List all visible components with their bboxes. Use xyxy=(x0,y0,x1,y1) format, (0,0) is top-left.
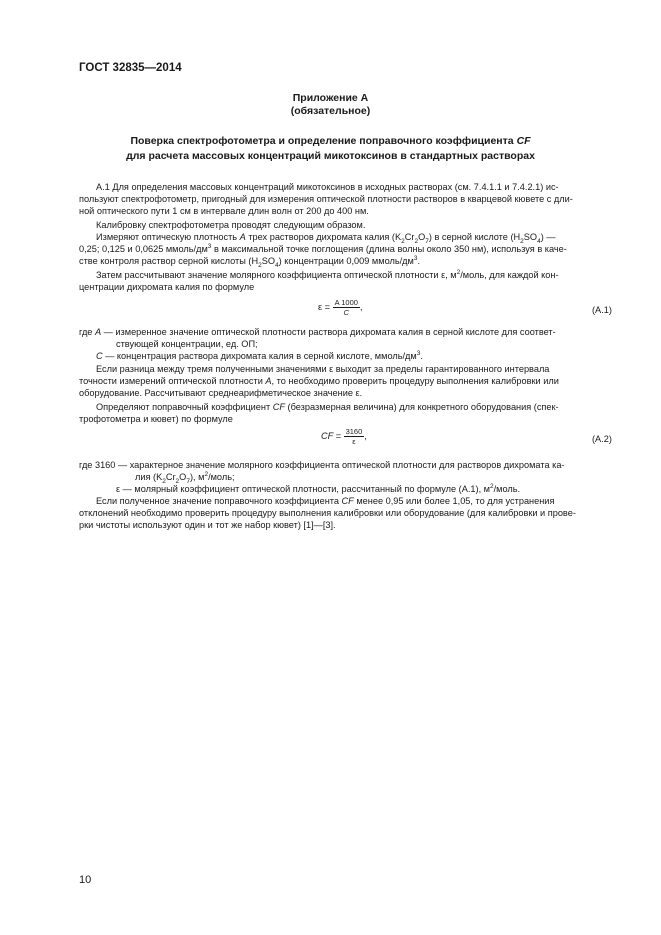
formula-a2-label: (А.2) xyxy=(592,434,612,444)
annex-title: Приложение А xyxy=(292,92,369,104)
formula-a2-numerator: 3160 xyxy=(345,427,363,436)
paragraph-difference-line3: оборудование. Рассчитывают среднеарифметическое значение ε. xyxy=(79,388,363,398)
paragraph-cf-line1: Определяют поправочный коэффициент CF (безразмерная величина) для конкретного оборудования (спек- xyxy=(96,402,559,412)
paragraph-difference-line2: точности измерений оптической плотности А, то необходимо проверить процедуру выполнения калибровки или xyxy=(79,376,559,386)
paragraph-a1-line1: А.1 Для определения массовых концентраций микотоксинов в исходных растворах (см. 7.4.1.1 и 7.4.2.1) ис- xyxy=(96,182,559,192)
paragraph-final-line3: рки чистоты используют один и тот же набор кювет) [1]—[3]. xyxy=(79,520,336,530)
formula-a1-label: (А.1) xyxy=(592,305,612,315)
annex-status: (обязательное) xyxy=(290,105,371,117)
paragraph-epsilon-line2: центрации дихромата калия по формуле xyxy=(79,282,255,292)
where-a-line1: где А — измеренное значение оптической плотности раствора дихромата калия в серной кислоте для соответ- xyxy=(79,327,556,337)
section-title-line1: Поверка спектрофотометра и определение поправочного коэффициента CF xyxy=(130,135,531,147)
formula-a2-denominator: ε xyxy=(352,437,356,446)
paragraph-final-line2: отклонений необходимо проверить процедуру выполнения калибровки или оборудование (для калибровки и прове- xyxy=(79,508,576,518)
paragraph-cf-line2: трофотометра и кювет) по формуле xyxy=(79,414,233,424)
paragraph-measure-line3: стве контроля раствор серной кислоты $(H_2SO_4)$ концентрации 0,009 ммоль/$дм^3$. xyxy=(79,254,421,269)
formula-a1-numerator: A 1000 xyxy=(334,298,358,307)
paragraph-difference-line1: Если разница между тремя полученными значениями ε выходит за пределы гарантированного интервала xyxy=(96,364,550,374)
document-code: ГОСТ 32835—2014 xyxy=(79,62,182,74)
paragraph-measure-line2: 0,25; 0,125 и 0,0625 ммоль/$дм^3$ в максимальной точке поглощения (длина волны около 350 нм), используя в каче- xyxy=(79,242,567,254)
where-c: C — концентрация раствора дихромата калия в серной кислоте, ммоль/$дм^3$. xyxy=(96,349,423,361)
where-3160-line2: лия $(K_2Cr_2O_7)$, $м^2$/моль; xyxy=(135,470,235,485)
formula-a1: ε = $\frac{A 1000}{C}$ , xyxy=(318,298,363,317)
page-number: 10 xyxy=(79,874,92,886)
paragraph-a1-line3: ной оптического пути 1 см в интервале длин волн от 200 до 400 нм. xyxy=(79,206,369,216)
paragraph-epsilon-line1: Затем рассчитывают значение молярного коэффициента оптической плотности ε, $м^2$/моль, для каждой кон- xyxy=(96,268,559,280)
section-title-line2: для расчета массовых концентраций микотоксинов в стандартных растворах xyxy=(126,150,535,162)
paragraph-final-line1: Если полученное значение поправочного коэффициента CF менее 0,95 или более 1,05, то для устранения xyxy=(96,496,555,506)
where-a-line2: ствующей концентрации, ед. ОП; xyxy=(116,339,258,349)
formula-a2: CF = $\frac{3160}{\varepsilon}$ , xyxy=(321,427,367,446)
paragraph-a1-line2: пользуют спектрофотометр, пригодный для измерения оптической плотности растворов в кварцевой кювете с дли- xyxy=(79,194,573,204)
where-epsilon: ε — молярный коэффициент оптической плотности, рассчитанный по формуле (А.1), $м^2$/моль. xyxy=(116,482,521,494)
formula-a1-denominator: C xyxy=(343,308,349,317)
paragraph-measure-line1: Измеряют оптическую плотность А трех растворов дихромата калия $(K_2Cr_2O_7)$ в серной кислоте $(H_2SO_4)$ — xyxy=(96,232,556,245)
where-3160-line1: где 3160 — характерное значение молярного коэффициента оптической плотности для растворов дихромата ка- xyxy=(79,460,565,470)
paragraph-calibration: Калибровку спектрофотометра проводят следующим образом. xyxy=(96,220,366,230)
